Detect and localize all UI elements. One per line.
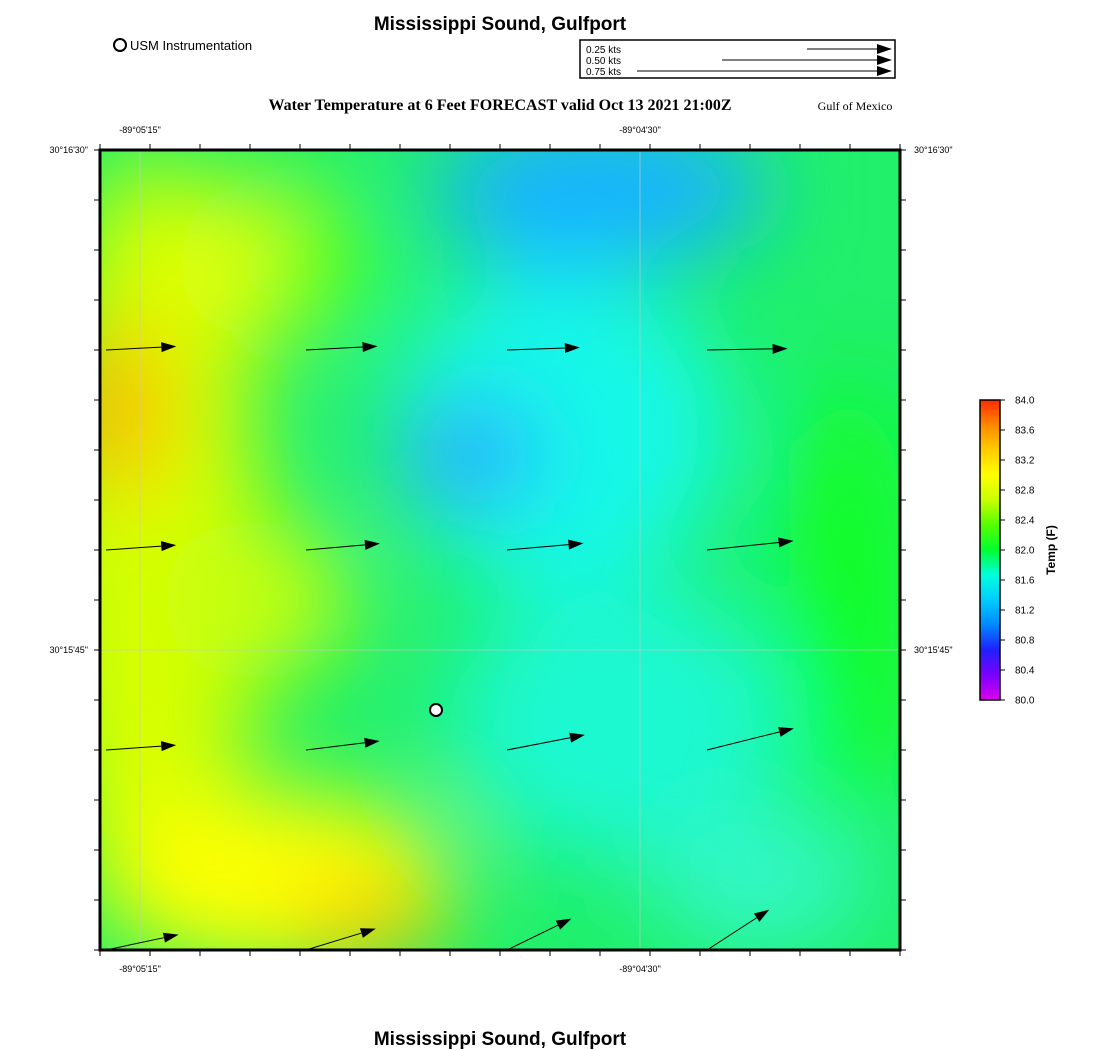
lon-tick-bottom-1: -89°05'15" xyxy=(119,964,161,974)
station-legend xyxy=(114,38,252,53)
colorbar-tick-label: 82.4 xyxy=(1015,515,1035,527)
lon-tick-top-1: -89°05'15" xyxy=(119,125,161,135)
colorbar xyxy=(980,396,1058,707)
station-marker-icon[interactable] xyxy=(430,704,442,716)
colorbar-tick-label: 83.2 xyxy=(1015,455,1035,467)
lat-tick-left-2: 30°15'45" xyxy=(49,645,88,655)
footer-title: Mississippi Sound, Gulfport xyxy=(373,1029,627,1050)
lon-tick-top-2: -89°04'30" xyxy=(619,125,661,135)
vector-scale-label-1: 0.25 kts xyxy=(586,45,622,56)
lat-tick-left-1: 30°16'30" xyxy=(49,145,88,155)
colorbar-tick-label: 83.6 xyxy=(1015,425,1035,437)
colorbar-tick-label: 82.0 xyxy=(1015,545,1035,557)
lon-tick-bottom-2: -89°04'30" xyxy=(619,964,661,974)
colorbar-tick-label: 80.0 xyxy=(1015,695,1035,707)
station-legend-label: USM Instrumentation xyxy=(130,38,253,53)
colorbar-tick-label: 84.0 xyxy=(1015,395,1035,407)
colorbar-ramp xyxy=(980,400,1000,700)
map-subtitle: Water Temperature at 6 Feet FORECAST valid Oct 13 2021 21:00Z xyxy=(268,97,732,114)
vector-scale-label-2: 0.50 kts xyxy=(586,56,622,67)
map-title: Mississippi Sound, Gulfport xyxy=(373,14,627,35)
lat-tick-right-1: 30°16'30" xyxy=(914,145,953,155)
colorbar-tick-label: 81.6 xyxy=(1015,575,1035,587)
vector-scale-label-3: 0.75 kts xyxy=(586,67,622,78)
temperature-field xyxy=(40,110,910,970)
colorbar-tick-label: 80.8 xyxy=(1015,635,1035,647)
colorbar-tick-label: 82.8 xyxy=(1015,485,1035,497)
station-legend-marker-icon xyxy=(114,39,126,51)
lat-tick-right-2: 30°15'45" xyxy=(914,645,953,655)
region-label: Gulf of Mexico xyxy=(817,99,893,113)
vector-scale-legend xyxy=(580,40,895,78)
colorbar-tick-label: 81.2 xyxy=(1015,605,1035,617)
colorbar-tick-label: 80.4 xyxy=(1015,665,1035,677)
colorbar-title: Temp (F) xyxy=(1044,525,1058,575)
